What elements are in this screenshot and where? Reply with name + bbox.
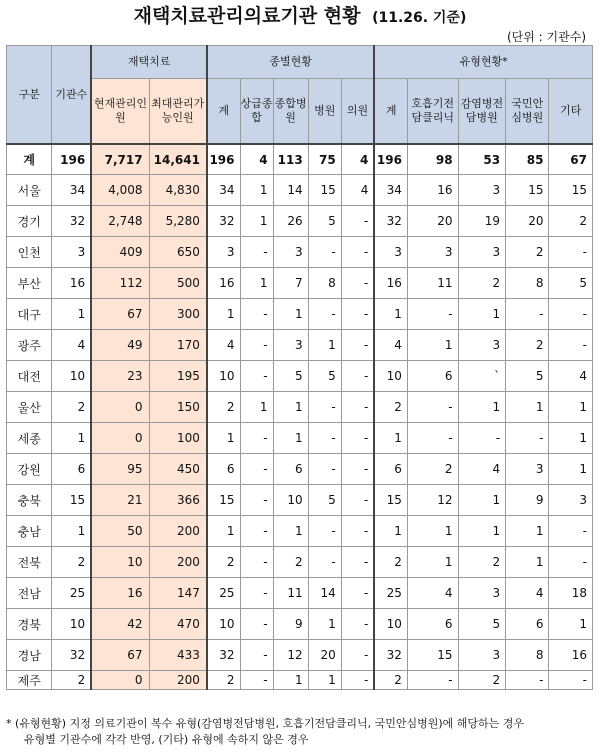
cell-c3: 15 <box>506 175 549 206</box>
cell-t: 1 <box>207 516 240 547</box>
cell-max: 170 <box>149 330 207 361</box>
cell-orgs: 25 <box>52 578 91 609</box>
cell-t1: - <box>240 547 273 578</box>
cell-t4: - <box>341 454 374 485</box>
cell-t4: - <box>341 392 374 423</box>
cell-c: 1 <box>374 299 407 330</box>
cell-t2: 1 <box>273 671 308 690</box>
header-cat-total: 계 <box>374 79 407 145</box>
cell-c: 10 <box>374 609 407 640</box>
cell-t3: 15 <box>308 175 341 206</box>
cell-t1: - <box>240 640 273 671</box>
cell-orgs: 1 <box>52 516 91 547</box>
cell-cur: 10 <box>91 547 149 578</box>
cell-t4: - <box>341 330 374 361</box>
cell-orgs: 10 <box>52 609 91 640</box>
header-max: 최대관리가능인원 <box>149 79 207 145</box>
total-row <box>7 144 593 175</box>
cell-t1: - <box>240 299 273 330</box>
table-row <box>7 330 593 361</box>
cell-t4: - <box>341 516 374 547</box>
cell-t4: - <box>341 237 374 268</box>
cell-c3: 8 <box>506 640 549 671</box>
cell-t3: - <box>308 392 341 423</box>
cell-t: 15 <box>207 485 240 516</box>
table-row <box>7 609 593 640</box>
cell-c1: - <box>407 299 458 330</box>
cell-c2: 5 <box>458 609 506 640</box>
cell-c: 16 <box>374 268 407 299</box>
cell-max: 5,280 <box>149 206 207 237</box>
cell-c3: - <box>506 299 549 330</box>
cell-cur: 23 <box>91 361 149 392</box>
header-other: 기타 <box>549 79 593 145</box>
header-respiratory: 호흡기전담클리닉 <box>407 79 458 145</box>
cell-max: 200 <box>149 516 207 547</box>
status-table <box>6 45 593 690</box>
cell-region: 인천 <box>7 237 52 268</box>
cell-c1: 98 <box>407 144 458 175</box>
cell-orgs: 34 <box>52 175 91 206</box>
cell-t4: - <box>341 299 374 330</box>
header-tertiary: 상급종합 <box>240 79 273 145</box>
cell-c1: - <box>407 423 458 454</box>
cell-t: 2 <box>207 392 240 423</box>
cell-c2: 4 <box>458 454 506 485</box>
cell-c1: 12 <box>407 485 458 516</box>
cell-max: 450 <box>149 454 207 485</box>
cell-c4: - <box>549 237 593 268</box>
header-type-status: 종별현황 <box>207 46 374 79</box>
cell-c1: 2 <box>407 454 458 485</box>
cell-region: 서울 <box>7 175 52 206</box>
cell-orgs: 196 <box>52 144 91 175</box>
cell-t2: 2 <box>273 547 308 578</box>
cell-t1: - <box>240 330 273 361</box>
cell-t1: - <box>240 237 273 268</box>
cell-t2: 10 <box>273 485 308 516</box>
header-category-status: 유형현황* <box>374 46 592 79</box>
cell-t1: - <box>240 485 273 516</box>
cell-t2: 11 <box>273 578 308 609</box>
cell-t1: 1 <box>240 392 273 423</box>
cell-max: 14,641 <box>149 144 207 175</box>
cell-c: 2 <box>374 547 407 578</box>
cell-max: 200 <box>149 547 207 578</box>
cell-t4: - <box>341 361 374 392</box>
cell-c4: 5 <box>549 268 593 299</box>
cell-c2: 1 <box>458 299 506 330</box>
cell-c1: - <box>407 671 458 690</box>
cell-cur: 0 <box>91 671 149 690</box>
cell-region: 강원 <box>7 454 52 485</box>
cell-c3: 4 <box>506 578 549 609</box>
cell-t2: 1 <box>273 392 308 423</box>
cell-orgs: 3 <box>52 237 91 268</box>
table-row <box>7 485 593 516</box>
cell-region: 대전 <box>7 361 52 392</box>
cell-region: 경북 <box>7 609 52 640</box>
header-clinic: 의원 <box>341 79 374 145</box>
cell-c: 10 <box>374 361 407 392</box>
cell-t: 1 <box>207 299 240 330</box>
cell-cur: 2,748 <box>91 206 149 237</box>
cell-t4: - <box>341 547 374 578</box>
cell-t: 3 <box>207 237 240 268</box>
cell-c1: 1 <box>407 516 458 547</box>
cell-t: 196 <box>207 144 240 175</box>
cell-c2: 1 <box>458 485 506 516</box>
cell-region: 세종 <box>7 423 52 454</box>
cell-t1: - <box>240 671 273 690</box>
cell-c4: - <box>549 547 593 578</box>
cell-t1: 1 <box>240 206 273 237</box>
cell-t3: - <box>308 547 341 578</box>
cell-t1: - <box>240 578 273 609</box>
cell-c3: - <box>506 423 549 454</box>
cell-c3: 5 <box>506 361 549 392</box>
cell-c: 3 <box>374 237 407 268</box>
cell-c2: 2 <box>458 547 506 578</box>
cell-c2: 3 <box>458 175 506 206</box>
cell-c3: 3 <box>506 454 549 485</box>
cell-t1: - <box>240 423 273 454</box>
cell-t1: - <box>240 609 273 640</box>
cell-c4: - <box>549 516 593 547</box>
cell-max: 200 <box>149 671 207 690</box>
table-row <box>7 640 593 671</box>
cell-cur: 21 <box>91 485 149 516</box>
table-row <box>7 392 593 423</box>
cell-t3: 5 <box>308 206 341 237</box>
cell-orgs: 1 <box>52 299 91 330</box>
cell-t1: - <box>240 454 273 485</box>
cell-c4: 3 <box>549 485 593 516</box>
cell-max: 100 <box>149 423 207 454</box>
cell-t4: - <box>341 640 374 671</box>
title-date: (11.26. 기준) <box>372 10 467 26</box>
header-hospital: 병원 <box>308 79 341 145</box>
cell-region: 제주 <box>7 671 52 690</box>
cell-t: 2 <box>207 671 240 690</box>
cell-c3: 6 <box>506 609 549 640</box>
cell-c3: 2 <box>506 237 549 268</box>
cell-t4: - <box>341 609 374 640</box>
cell-c4: 2 <box>549 206 593 237</box>
header-org-count: 기관수 <box>52 46 91 145</box>
cell-region: 경남 <box>7 640 52 671</box>
cell-c2: 3 <box>458 578 506 609</box>
cell-max: 150 <box>149 392 207 423</box>
cell-t: 32 <box>207 206 240 237</box>
cell-t3: - <box>308 516 341 547</box>
cell-c1: 1 <box>407 330 458 361</box>
cell-c: 1 <box>374 516 407 547</box>
cell-orgs: 32 <box>52 640 91 671</box>
cell-c4: 1 <box>549 609 593 640</box>
cell-orgs: 15 <box>52 485 91 516</box>
cell-cur: 49 <box>91 330 149 361</box>
cell-c3: 2 <box>506 330 549 361</box>
cell-t: 32 <box>207 640 240 671</box>
header-region: 구분 <box>7 46 52 145</box>
cell-orgs: 4 <box>52 330 91 361</box>
cell-c4: - <box>549 299 593 330</box>
cell-c1: 15 <box>407 640 458 671</box>
cell-orgs: 10 <box>52 361 91 392</box>
cell-cur: 16 <box>91 578 149 609</box>
cell-c3: 1 <box>506 392 549 423</box>
cell-c2: - <box>458 423 506 454</box>
header-safe: 국민안심병원 <box>506 79 549 145</box>
cell-t2: 1 <box>273 516 308 547</box>
cell-t2: 113 <box>273 144 308 175</box>
header-infectious: 감염병전담병원 <box>458 79 506 145</box>
cell-t4: 4 <box>341 175 374 206</box>
cell-t1: 1 <box>240 268 273 299</box>
header-type-total: 계 <box>207 79 240 145</box>
cell-max: 4,830 <box>149 175 207 206</box>
cell-t3: 20 <box>308 640 341 671</box>
cell-c4: - <box>549 330 593 361</box>
cell-c: 15 <box>374 485 407 516</box>
cell-c: 6 <box>374 454 407 485</box>
cell-t2: 9 <box>273 609 308 640</box>
cell-t2: 5 <box>273 361 308 392</box>
cell-t2: 26 <box>273 206 308 237</box>
cell-c4: 1 <box>549 454 593 485</box>
cell-c2: 2 <box>458 268 506 299</box>
cell-c4: 67 <box>549 144 593 175</box>
table-row <box>7 361 593 392</box>
cell-t3: - <box>308 454 341 485</box>
cell-cur: 95 <box>91 454 149 485</box>
cell-t2: 1 <box>273 423 308 454</box>
cell-region: 광주 <box>7 330 52 361</box>
table-row <box>7 578 593 609</box>
footnote-line-2: 유형별 기관수에 각각 반영, (기타) 유형에 속하지 않은 경우 <box>24 733 309 746</box>
cell-cur: 7,717 <box>91 144 149 175</box>
cell-c1: 6 <box>407 609 458 640</box>
cell-orgs: 16 <box>52 268 91 299</box>
cell-t3: - <box>308 423 341 454</box>
cell-t4: - <box>341 206 374 237</box>
cell-t2: 3 <box>273 330 308 361</box>
cell-cur: 67 <box>91 299 149 330</box>
cell-cur: 0 <box>91 392 149 423</box>
cell-region: 울산 <box>7 392 52 423</box>
cell-c1: 20 <box>407 206 458 237</box>
table-row <box>7 671 593 690</box>
cell-t4: - <box>341 578 374 609</box>
cell-c1: 6 <box>407 361 458 392</box>
cell-t3: 75 <box>308 144 341 175</box>
cell-orgs: 2 <box>52 671 91 690</box>
cell-t4: - <box>341 423 374 454</box>
cell-t4: - <box>341 485 374 516</box>
cell-t3: 1 <box>308 609 341 640</box>
table-row <box>7 299 593 330</box>
cell-cur: 4,008 <box>91 175 149 206</box>
cell-region: 충북 <box>7 485 52 516</box>
cell-cur: 50 <box>91 516 149 547</box>
cell-c2: 3 <box>458 330 506 361</box>
cell-orgs: 1 <box>52 423 91 454</box>
cell-c: 32 <box>374 640 407 671</box>
cell-region: 부산 <box>7 268 52 299</box>
cell-c3: - <box>506 671 549 690</box>
cell-c2: ` <box>458 361 506 392</box>
unit-label: (단위 : 기관수) <box>507 30 586 44</box>
cell-cur: 42 <box>91 609 149 640</box>
cell-c3: 9 <box>506 485 549 516</box>
cell-t3: - <box>308 237 341 268</box>
table-row <box>7 175 593 206</box>
cell-c2: 19 <box>458 206 506 237</box>
cell-c4: 1 <box>549 423 593 454</box>
cell-t2: 1 <box>273 299 308 330</box>
cell-c1: 1 <box>407 547 458 578</box>
footnote-line-1: * (유형현황) 지정 의료기관이 복수 유형(감염병전담병원, 호흡기전담클리닉, 국민안심병원)에 해당하는 경우 <box>6 717 525 730</box>
cell-t4: - <box>341 268 374 299</box>
cell-t: 6 <box>207 454 240 485</box>
cell-max: 366 <box>149 485 207 516</box>
cell-orgs: 32 <box>52 206 91 237</box>
table-row <box>7 454 593 485</box>
cell-region: 충남 <box>7 516 52 547</box>
cell-cur: 0 <box>91 423 149 454</box>
cell-c: 196 <box>374 144 407 175</box>
cell-region: 경기 <box>7 206 52 237</box>
table-row <box>7 547 593 578</box>
cell-region: 대구 <box>7 299 52 330</box>
cell-t: 10 <box>207 361 240 392</box>
cell-t1: 4 <box>240 144 273 175</box>
cell-t2: 14 <box>273 175 308 206</box>
cell-c: 32 <box>374 206 407 237</box>
cell-region: 전남 <box>7 578 52 609</box>
cell-t2: 12 <box>273 640 308 671</box>
cell-max: 300 <box>149 299 207 330</box>
cell-c: 2 <box>374 671 407 690</box>
cell-t: 16 <box>207 268 240 299</box>
cell-cur: 409 <box>91 237 149 268</box>
cell-c: 2 <box>374 392 407 423</box>
cell-max: 650 <box>149 237 207 268</box>
cell-c3: 1 <box>506 516 549 547</box>
cell-c3: 85 <box>506 144 549 175</box>
cell-t3: 1 <box>308 671 341 690</box>
cell-c2: 2 <box>458 671 506 690</box>
cell-c3: 1 <box>506 547 549 578</box>
cell-t: 10 <box>207 609 240 640</box>
cell-c3: 20 <box>506 206 549 237</box>
cell-c1: 3 <box>407 237 458 268</box>
cell-c2: 1 <box>458 516 506 547</box>
cell-c3: 8 <box>506 268 549 299</box>
cell-c2: 53 <box>458 144 506 175</box>
cell-c: 34 <box>374 175 407 206</box>
cell-c4: 4 <box>549 361 593 392</box>
cell-t3: - <box>308 299 341 330</box>
cell-t2: 3 <box>273 237 308 268</box>
title-text: 재택치료관리의료기관 현황 <box>133 5 361 27</box>
cell-c: 1 <box>374 423 407 454</box>
cell-max: 500 <box>149 268 207 299</box>
cell-t1: - <box>240 516 273 547</box>
cell-t: 1 <box>207 423 240 454</box>
cell-c4: - <box>549 671 593 690</box>
cell-c4: 15 <box>549 175 593 206</box>
cell-t: 4 <box>207 330 240 361</box>
cell-max: 433 <box>149 640 207 671</box>
cell-c2: 1 <box>458 392 506 423</box>
cell-region: 계 <box>7 144 52 175</box>
cell-orgs: 6 <box>52 454 91 485</box>
cell-c1: - <box>407 392 458 423</box>
table-row <box>7 206 593 237</box>
cell-t3: 8 <box>308 268 341 299</box>
header-general: 종합병원 <box>273 79 308 145</box>
cell-c2: 3 <box>458 640 506 671</box>
header-current: 현재관리인원 <box>91 79 149 145</box>
cell-region: 전북 <box>7 547 52 578</box>
cell-t3: 5 <box>308 361 341 392</box>
cell-c1: 4 <box>407 578 458 609</box>
cell-t: 34 <box>207 175 240 206</box>
cell-c1: 11 <box>407 268 458 299</box>
table-row <box>7 516 593 547</box>
cell-c: 25 <box>374 578 407 609</box>
cell-t: 25 <box>207 578 240 609</box>
cell-t: 2 <box>207 547 240 578</box>
cell-t2: 6 <box>273 454 308 485</box>
cell-t1: - <box>240 361 273 392</box>
cell-max: 195 <box>149 361 207 392</box>
cell-t4: 4 <box>341 144 374 175</box>
cell-max: 147 <box>149 578 207 609</box>
cell-c4: 16 <box>549 640 593 671</box>
cell-orgs: 2 <box>52 392 91 423</box>
cell-c4: 18 <box>549 578 593 609</box>
table-row <box>7 423 593 454</box>
table-row <box>7 237 593 268</box>
cell-t3: 14 <box>308 578 341 609</box>
cell-c4: 1 <box>549 392 593 423</box>
cell-t1: 1 <box>240 175 273 206</box>
cell-t4: - <box>341 671 374 690</box>
cell-c1: 16 <box>407 175 458 206</box>
cell-t2: 7 <box>273 268 308 299</box>
cell-c2: 3 <box>458 237 506 268</box>
cell-max: 470 <box>149 609 207 640</box>
header-home-care: 재택치료 <box>91 46 207 79</box>
cell-c: 4 <box>374 330 407 361</box>
cell-t3: 1 <box>308 330 341 361</box>
cell-t3: 5 <box>308 485 341 516</box>
table-row <box>7 268 593 299</box>
cell-cur: 67 <box>91 640 149 671</box>
table-body <box>7 144 593 690</box>
footnote <box>6 716 524 748</box>
cell-orgs: 2 <box>52 547 91 578</box>
cell-cur: 112 <box>91 268 149 299</box>
